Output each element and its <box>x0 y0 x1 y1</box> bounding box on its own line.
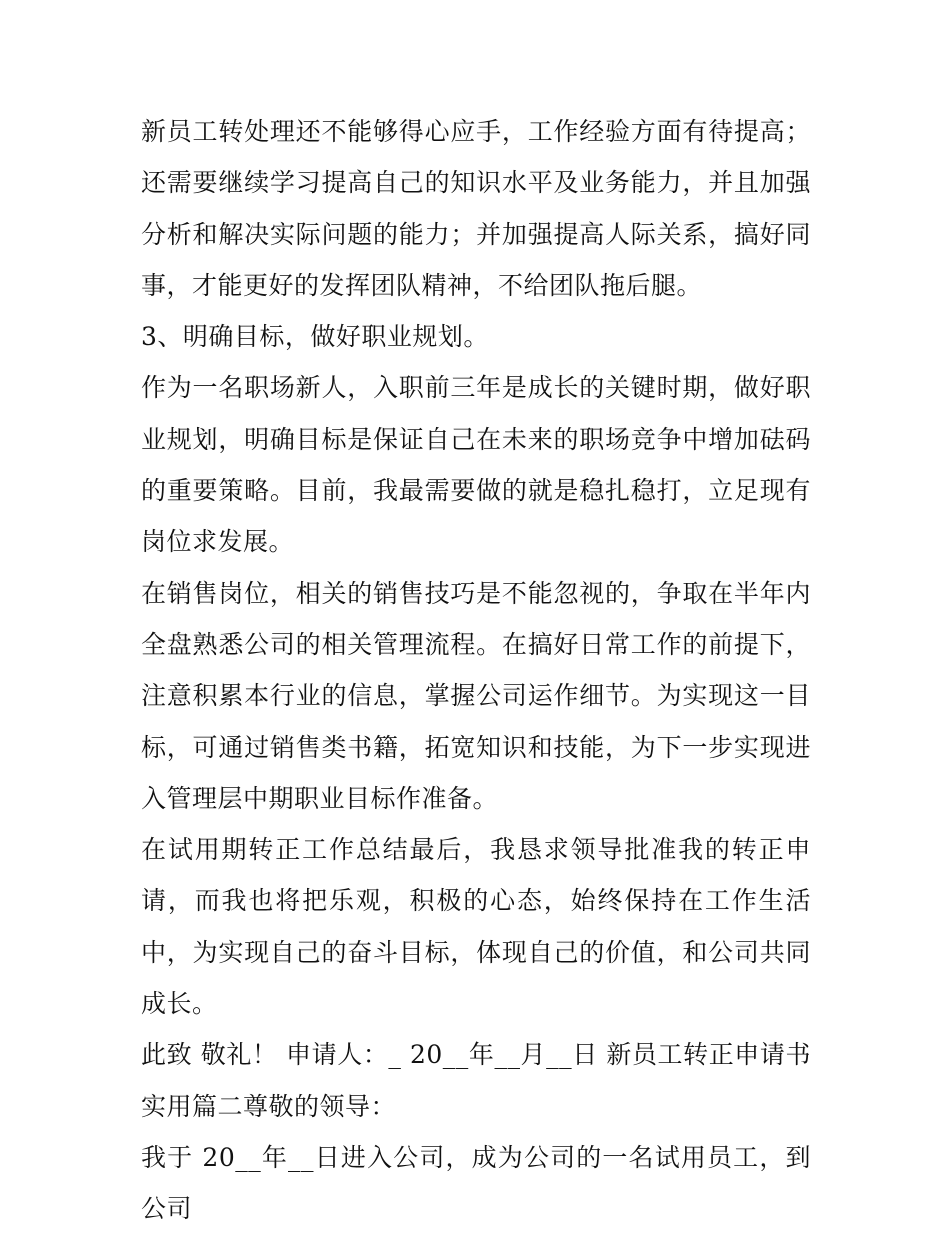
paragraph-second-application-start: 我于 20__年__日进入公司，成为公司的一名试用员工，到公司 <box>141 1142 811 1224</box>
paragraph-work-experience: 新员工转处理还不能够得心应手，工作经验方面有待提高；还需要继续学习提高自己的知识水平及业务能力，并且加强分析和解决实际问题的能力；并加强提高人际关系，搞好同事，才能更好的发挥团队精神，不给团队拖后腿。 <box>141 117 811 300</box>
paragraph-conclusion: 在试用期转正工作总结最后，我恳求领导批准我的转正申请，而我也将把乐观，积极的心态，始终保持在工作生活中，为实现自己的奋斗目标，体现自己的价值，和公司共同成长。 <box>141 835 811 1019</box>
document-body <box>141 106 811 1235</box>
paragraph-career-goals: 作为一名职场新人，入职前三年是成长的关键时期，做好职业规划，明确目标是保证自己在未来的职场竞争中增加砝码的重要策略。目前，我最需要做的就是稳扎稳打，立足现有岗位求发展。 <box>141 373 811 557</box>
paragraph-closing-signature: 此致 敬礼！ 申请人：_ 20__年__月__日 新员工转正申请书实用篇二尊敬的领导： <box>141 1040 811 1121</box>
paragraph-sales-position: 在销售岗位，相关的销售技巧是不能忽视的，争取在半年内全盘熟悉公司的相关管理流程。在搞好日常工作的前提下，注意积累本行业的信息，掌握公司运作细节。为实现这一目标，可通过销售类书籍，拓宽知识和技能，为下一步实现进入管理层中期职业目标作准备。 <box>141 578 811 813</box>
section-heading-career-planning: 3、明确目标，做好职业规划。 <box>141 322 489 352</box>
